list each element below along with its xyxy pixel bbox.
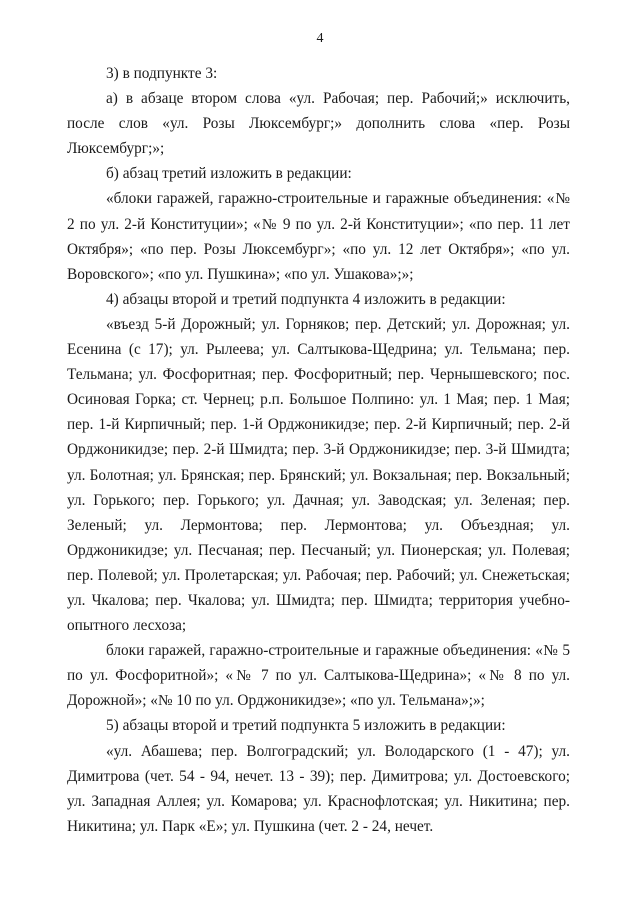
paragraph-garage-blocks-4: блоки гаражей, гаражно-строительные и гаражные объединения: «№ 5 по ул. Фосфоритной»; «№ 7 по ул. Салтыкова-Щедрина»; «№ 8 по ул. Дорожной»; «№ 10 по ул. Орджоникидзе»; «по ул. Тельмана»;»; xyxy=(67,642,570,710)
paragraph-subitem-4: 4) абзацы второй и третий подпункта 4 изложить в редакции: xyxy=(106,290,506,308)
page-number: 4 xyxy=(316,31,324,46)
paragraph-street-list-4: «въезд 5-й Дорожный; ул. Горняков; пер. Детский; ул. Дорожная; ул. Есенина (с 17); ул. Рылеева; ул. Салтыкова-Щедрина; ул. Тельмана; пер. Тельмана; ул. Фосфоритная; пер. Фосфоритный; пер. Чернышевского; пос. Осиновая Горка; ст. Чернец; р.п. Большое Полпино: ул. 1 Мая; пер. 1 Мая; пер. 1-й Кирпичный; пер. 1-й Орджоникидзе; пер. 2-й Кирпичный; пер. 2-й Орджоникидзе; пер. 2-й Шмидта; пер. 3-й Орджоникидзе; пер. 3-й Шмидта; ул. Болотная; ул. Брянская; пер. Брянский; ул. Вокзальная; пер. Вокзальный; ул. Горького; пер. Горького; ул. Дачная; ул. Заводская; ул. Зеленая; пер. Зеленый; ул. Лермонтова; пер. Лермонтова; ул. Объездная; ул. Орджоникидзе; ул. Песчаная; пер. Песчаный; ул. Пионерская; ул. Полевая; пер. Полевой; ул. Пролетарская; ул. Рабочая; пер. Рабочий; ул. Снежетьская; ул. Чкалова; пер. Чкалова; ул. Шмидта; пер. Шмидта; территория учебно-опытного лесхоза; xyxy=(67,315,570,635)
paragraph-street-list-5: «ул. Абашева; пер. Волгоградский; ул. Володарского (1 - 47); ул. Димитрова (чет. 54 - 94, нечет. 13 - 39); пер. Димитрова; ул. Достоевского; ул. Западная Аллея; ул. Комарова; ул. Краснофлотская; ул. Никитина; пер. Никитина; ул. Парк «Е»; ул. Пушкина (чет. 2 - 24, нечет. xyxy=(67,742,570,835)
document-body xyxy=(67,61,570,839)
paragraph-subitem-5: 5) абзацы второй и третий подпункта 5 изложить в редакции: xyxy=(106,717,506,735)
paragraph-garage-blocks-3: «блоки гаражей, гаражно-строительные и гаражные объединения: «№ 2 по ул. 2-й Конституции»; «№ 9 по ул. 2-й Конституции»; «по пер. 11 лет Октября»; «по пер. Розы Люксембург»; «по ул. 12 лет Октября»; «по ул. Воровского»; «по ул. Пушкина»; «по ул. Ушакова»;»; xyxy=(67,190,570,283)
paragraph-item-b: б) абзац третий изложить в редакции: xyxy=(106,165,352,183)
paragraph-subitem-3: 3) в подпункте 3: xyxy=(106,65,218,82)
paragraph-item-a: а) в абзаце втором слова «ул. Рабочая; пер. Рабочий;» исключить, после слов «ул. Розы Люксембург;» дополнить слова «пер. Розы Люксембург;»; xyxy=(67,90,570,158)
